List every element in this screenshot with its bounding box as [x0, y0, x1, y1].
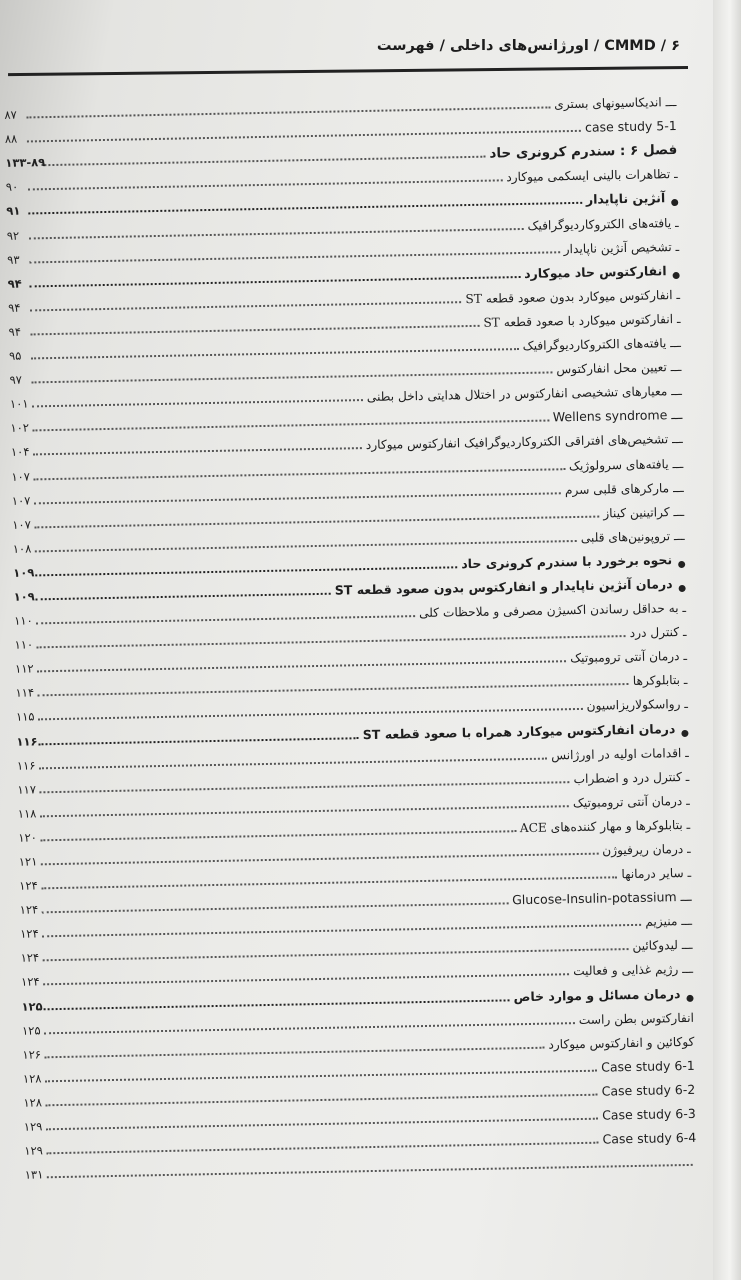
- entry-title: ـــ کراتینین کیناز: [603, 504, 685, 521]
- entry-title: ـــ تعیین محل انفارکتوس: [556, 360, 682, 377]
- entry-page: ۹۴: [7, 300, 21, 315]
- entry-page: ۱۰۷: [11, 468, 31, 484]
- entry-page: ۱۰۴: [10, 444, 30, 460]
- entry-title: ـ بتابلوکرها و مهار کننده‌های ACE: [519, 817, 691, 836]
- entry-title: ـــ منیزیم: [645, 914, 693, 930]
- header-rule: [8, 66, 688, 76]
- entry-title: ـ کنترل درد: [629, 625, 687, 641]
- entry-title: ـ تشخیص آنژین ناپایدار: [563, 239, 680, 256]
- running-header: CMMD / ۶ / اورژانس‌های داخلی / فهرست: [376, 38, 680, 54]
- entry-page: ۱۲۹: [23, 1119, 43, 1134]
- entry-title: Case study 6-1: [601, 1057, 695, 1075]
- entry-page: ۱۱۸: [17, 806, 37, 821]
- entry-title: فصل ۶ : سندرم کرونری حاد: [489, 142, 678, 162]
- entry-title: Case study 6-3: [601, 1105, 696, 1123]
- entry-title: انفارکتوس بطن راست: [578, 1010, 695, 1027]
- entry-page: ۱۰۹: [13, 589, 35, 604]
- entry-title: ـــ مارکرهای قلبی سرم: [564, 480, 684, 497]
- entry-title: ـــ لیدوکائین: [632, 938, 693, 954]
- entry-title: ـــ تروپونین‌های قلبی: [580, 528, 685, 545]
- entry-page: ۸۸: [4, 131, 18, 147]
- entry-title: ـ درمان ریرفیوژن: [602, 841, 691, 858]
- entry-title: آنژین ناپایدار: [585, 190, 666, 208]
- entry-title: ـ انفارکتوس میوکارد بدون صعود قطعه ST: [465, 287, 681, 306]
- entry-page: ۱۲۵: [21, 998, 43, 1014]
- entry-page: ۱۲۴: [20, 926, 39, 942]
- entry-title: نحوه برخورد با سندرم کرونری حاد: [461, 552, 673, 572]
- entry-page: ۱۲۸: [23, 1095, 43, 1110]
- entry-page: ۹۴: [8, 324, 22, 339]
- entry-page: ۱۱۲: [14, 661, 34, 677]
- entry-title: ـــ تشخیص‌های افتراقی الکتروکاردیوگرافیک انفارکتوس میوکارد: [365, 432, 683, 453]
- entry-page: ۱۲۱: [18, 854, 38, 869]
- entry-page: ۹۵: [8, 348, 22, 363]
- entry-title: درمان آنژین ناپایدار و انفارکتوس بدون صعود قطعه ST: [334, 576, 673, 598]
- entry-page: ۱۲۶: [22, 1047, 42, 1062]
- entry-title: ـــ یافته‌های الکتروکاردیوگرافیک: [522, 335, 682, 354]
- entry-page: ۱۰۷: [11, 493, 31, 508]
- entry-title: انفارکتوس حاد میوکارد: [524, 262, 667, 281]
- entry-title: ـ بتابلوکرها: [632, 673, 688, 689]
- entry-page: ۱۰۷: [12, 517, 31, 532]
- entry-title: Case study 6-2: [601, 1081, 696, 1099]
- entry-page: ۱۲۴: [19, 878, 38, 893]
- page-edge: [713, 0, 741, 1280]
- entry-title: ـ یافته‌های الکتروکاردیوگرافیک: [527, 215, 679, 233]
- dot-leader: [47, 1164, 693, 1178]
- entry-title: Case study 6-4: [602, 1129, 697, 1147]
- entry-page: ۱۳۱: [24, 1167, 44, 1182]
- entry-title: کوکائین و انفارکتوس میوکارد: [548, 1034, 695, 1052]
- entry-page: ۹۲: [6, 228, 20, 243]
- entry-page: ۹۰: [5, 180, 19, 195]
- entry-title: case study 5-1: [584, 118, 677, 135]
- entry-title: ـــ رژیم غذایی و فعالیت: [572, 962, 694, 979]
- entry-page: ۱۱۰: [14, 613, 33, 628]
- entry-page: ۱۲۴: [20, 950, 40, 966]
- entry-page: ۱۱۶: [16, 733, 38, 749]
- entry-page: ۸۷: [4, 107, 17, 122]
- entry-page: ۱۱۰: [14, 637, 34, 652]
- entry-title: ـ درمان آنتی ترومبوتیک: [570, 649, 688, 666]
- entry-page: ۱۰۹: [13, 565, 35, 580]
- entry-page: ۱۱۴: [15, 685, 35, 701]
- entry-title: ـ تظاهرات بالینی ایسکمی میوکارد: [506, 167, 678, 185]
- entry-page: ۱۲۴: [20, 974, 40, 990]
- entry-title: ـــ اندیکاسیونهای بستری: [554, 95, 677, 112]
- entry-page: ۱۲۸: [22, 1071, 42, 1086]
- entry-title: ـ اقدامات اولیه در اورژانس: [551, 745, 689, 763]
- entry-page: ۹۴: [7, 276, 22, 291]
- entry-page: ۱۰۲: [10, 420, 30, 436]
- entry-title: ـــ Glucose-Insulin-potassium: [511, 889, 692, 908]
- entry-title: ـــ Wellens syndrome: [552, 407, 683, 425]
- entry-page: ۱۰۱: [9, 396, 29, 412]
- entry-page: ۱۲۴: [19, 902, 39, 917]
- entry-page: ۱۲۹: [24, 1143, 43, 1158]
- entry-title: درمان مسائل و موارد خاص: [513, 985, 681, 1004]
- table-of-contents: [4, 86, 697, 1183]
- entry-title: ـ کنترل درد و اضطراب: [573, 769, 690, 786]
- entry-page: ۱۰۸: [12, 541, 32, 556]
- entry-title: ـ سایر درمانها: [621, 865, 692, 882]
- entry-page: ۱۳۳-۸۹: [5, 155, 46, 171]
- entry-title: ـــ یافته‌های سرولوژیک: [568, 456, 684, 473]
- entry-title: ـ به حداقل رساندن اکسیژن مصرفی و ملاحظات کلی: [418, 600, 687, 621]
- entry-page: ۱۲۵: [21, 1023, 41, 1038]
- entry-page: ۹۳: [7, 252, 20, 267]
- entry-page: ۱۲۰: [18, 830, 37, 845]
- entry-page: ۱۱۶: [16, 758, 36, 773]
- entry-page: ۱۱۷: [17, 782, 37, 797]
- entry-title: ـ رواسکولاریزاسیون: [586, 697, 689, 714]
- entry-title: ـ درمان آنتی ترومبوتیک: [572, 793, 690, 810]
- entry-page: ۱۱۵: [15, 709, 35, 725]
- entry-page: ۹۷: [9, 372, 23, 387]
- entry-page: ۹۱: [6, 204, 21, 219]
- entry-title: درمان انفارکتوس میوکارد همراه با صعود قطعه ST: [362, 720, 676, 742]
- entry-title: ـــ معیارهای تشخیصی انفارکتوس در اختلال هدایتی داخل بطنی: [366, 384, 682, 405]
- entry-title: ـ انفارکتوس میوکارد با صعود قطعه ST: [483, 311, 681, 330]
